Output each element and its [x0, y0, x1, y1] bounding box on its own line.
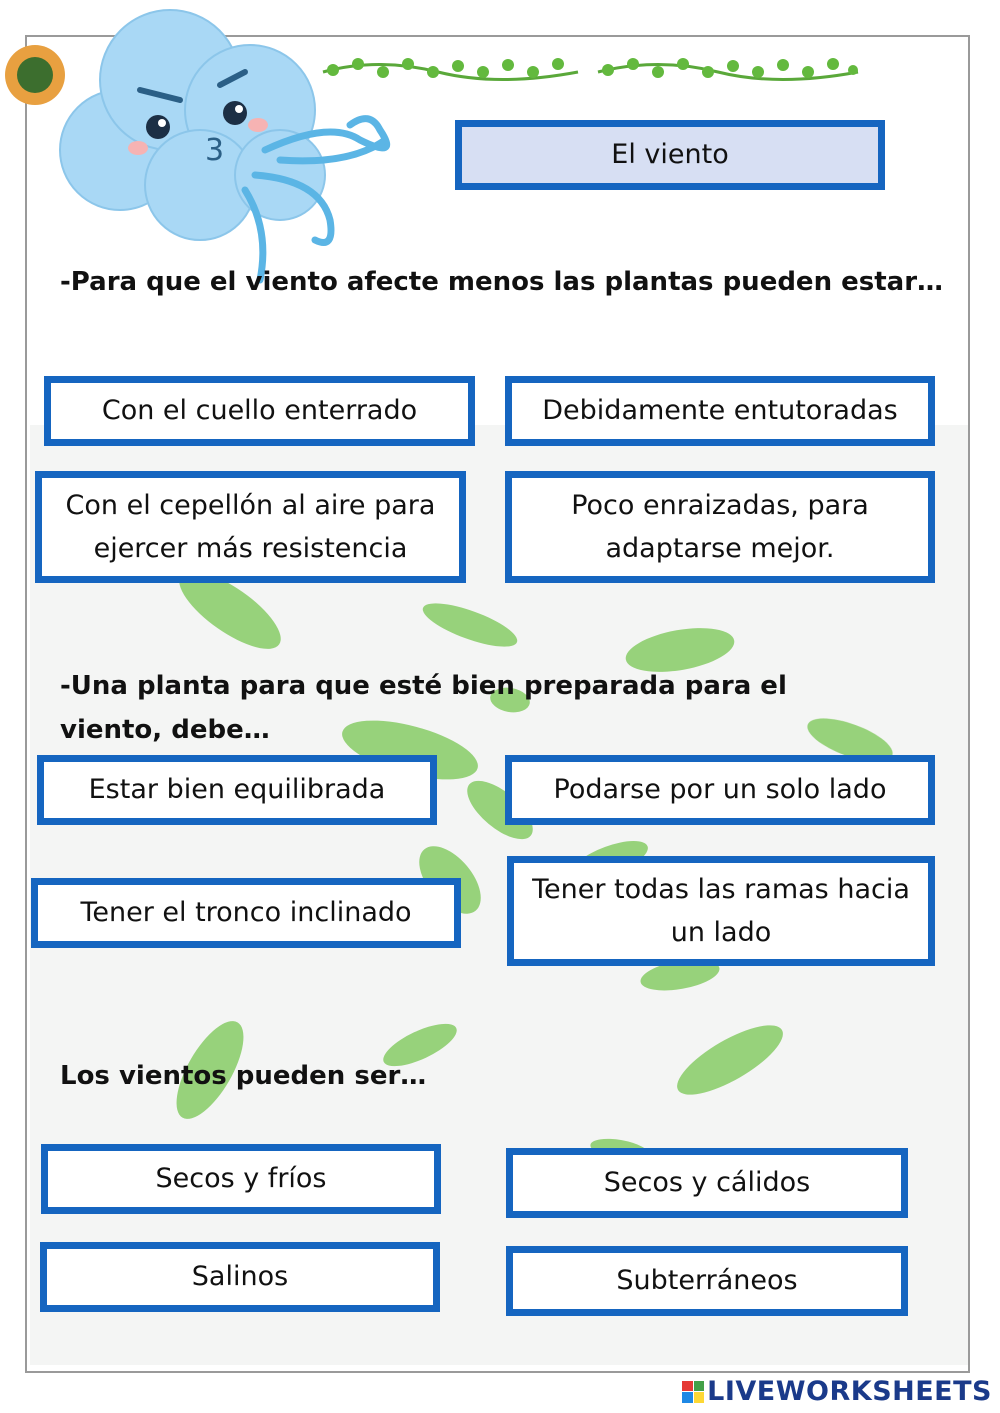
- answer-option[interactable]: [35, 471, 466, 583]
- answer-option-label: Tener el tronco inclinado: [80, 897, 412, 929]
- answer-option-label: Podarse por un solo lado: [553, 774, 887, 806]
- title-box: [455, 120, 885, 190]
- answer-option[interactable]: [506, 1246, 908, 1316]
- answer-option[interactable]: [44, 376, 475, 446]
- answer-option-label: Con el cepellón al aire para ejercer más resistencia: [65, 489, 436, 564]
- question-3: Los vientos pueden ser…: [60, 1061, 427, 1091]
- page-title: El viento: [611, 139, 729, 171]
- answer-option-label: Secos y cálidos: [603, 1167, 811, 1199]
- answer-option-label: Debidamente entutoradas: [542, 395, 898, 427]
- answer-option-label: Tener todas las ramas hacia un lado: [532, 873, 910, 948]
- answer-option[interactable]: [37, 755, 437, 825]
- question-2: -Una planta para que esté bien preparada para el viento, debe…: [60, 671, 787, 745]
- answer-option-label: Salinos: [191, 1261, 289, 1293]
- question-1: -Para que el viento afecte menos las plantas pueden estar…: [60, 267, 944, 297]
- answer-option-label: Con el cuello enterrado: [101, 395, 418, 427]
- answer-option-label: Estar bien equilibrada: [88, 774, 386, 806]
- wind-cloud-icon: [30, 0, 430, 290]
- answer-option[interactable]: [40, 1242, 440, 1312]
- svg-text:3: 3: [205, 133, 225, 168]
- answer-option[interactable]: [31, 878, 461, 948]
- liveworksheets-logo-icon: [682, 1381, 704, 1403]
- answer-option[interactable]: [506, 1148, 908, 1218]
- answer-option-label: Subterráneos: [616, 1265, 798, 1297]
- answer-option[interactable]: [41, 1144, 441, 1214]
- answer-option-label: Secos y fríos: [155, 1163, 327, 1195]
- brand-label: LIVEWORKSHEETS: [707, 1376, 992, 1407]
- answer-option-label: Poco enraizadas, para adaptarse mejor.: [571, 489, 869, 564]
- answer-option[interactable]: [505, 376, 935, 446]
- answer-option[interactable]: [505, 755, 935, 825]
- answer-option[interactable]: [505, 471, 935, 583]
- liveworksheets-brand[interactable]: [682, 1376, 992, 1407]
- answer-option[interactable]: [507, 856, 935, 966]
